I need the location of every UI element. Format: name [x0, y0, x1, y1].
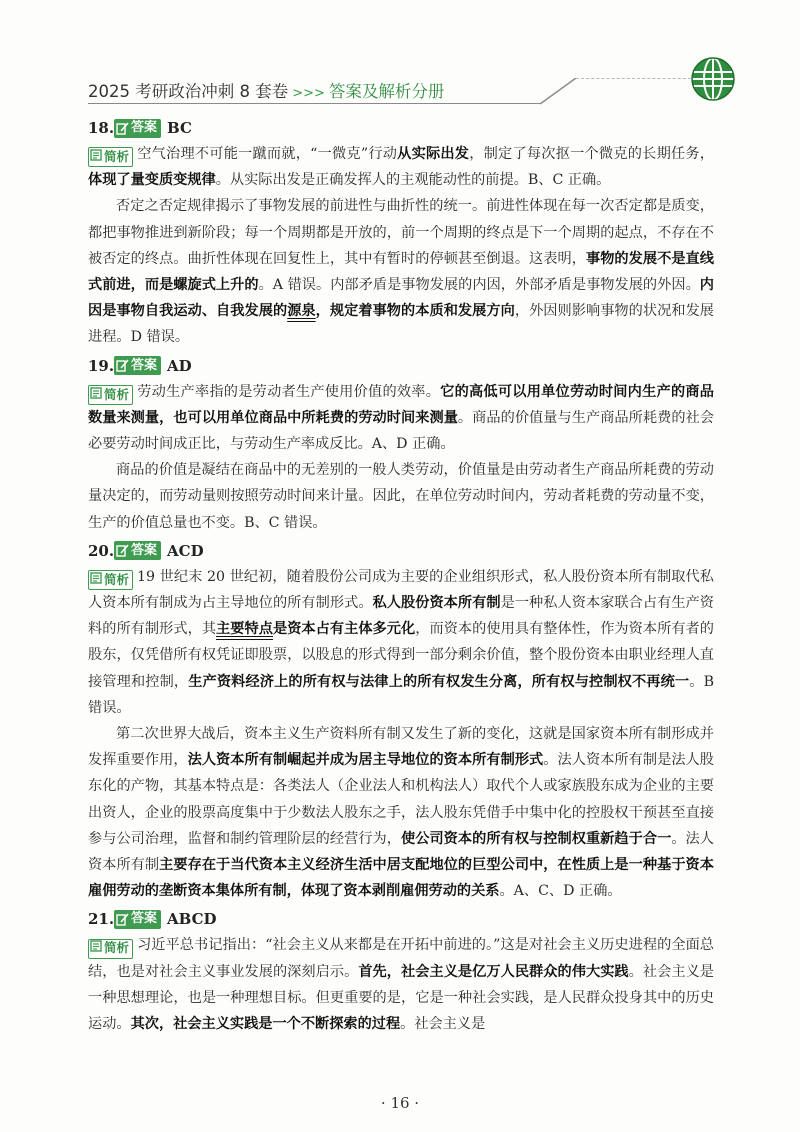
analysis-paragraph — [88, 379, 714, 458]
question-header — [88, 906, 714, 932]
analysis-paragraph — [88, 932, 714, 1037]
pen-icon — [116, 913, 129, 926]
question-header — [88, 538, 714, 564]
page-header — [88, 74, 718, 106]
analysis-tag — [88, 385, 133, 405]
bold-text: 内因是事物自我运动、自我发展的 — [88, 277, 714, 320]
text-run: 。A 错误。内部矛盾是事物发展的内因，外部矛盾是事物发展的外因。 — [258, 277, 700, 294]
text-run: 。法人资本所有制是法人股东化的产物，其基本特点是：各类法人（企业法人和机构法人）取代个人或家族股东成为企业的主要出资人，企业的股票高度集中于少数法人股东之手，法人股东凭借手中集中化的控股权干预甚至直接参与公司治理，监督和制约管理阶层的经营行为， — [88, 752, 714, 847]
bold-text: 它的高低可以用单位劳动时间内生产的商品数量来测量，也可以用单位商品中所耗费的劳动时间来测量 — [88, 383, 714, 426]
bold-text: 法人资本所有制崛起并成为居主导地位的资本所有制形式 — [187, 752, 544, 769]
header-rule — [88, 103, 540, 104]
answer-tag-label: 答案 — [131, 542, 158, 558]
text-run: ，而资本的使用具有整体性，作为资本所有者的股东，仅凭借所有权凭证即股票，以股息的形式得到一部分剩余价值，整个股份资本由职业经理人直接管理和控制， — [88, 621, 714, 690]
text-run: 是一种私人资本家联合占有生产资料的所有制形式，其 — [88, 595, 714, 638]
question-number: 19. — [88, 356, 115, 375]
header-dashed-rule — [576, 78, 696, 79]
answer-tag-label: 答案 — [131, 119, 158, 135]
analysis-tag-label: 简析 — [104, 386, 130, 402]
answer-tag — [114, 356, 161, 375]
question-number: 20. — [88, 541, 115, 560]
pen-icon — [116, 122, 129, 135]
text-run: 空气治理不可能一蹴而就，“一微克”行动 — [137, 146, 398, 162]
bold-text: 体现了量变质变规律 — [88, 172, 216, 189]
text-run: 19 世纪末 20 世纪初，随着股份公司成为主要的企业组织形式，私人股份资本所有制取代私人资本所有制成为占主导地位的所有制形式。 — [88, 568, 714, 612]
answer-value: ABCD — [167, 910, 217, 929]
header-title — [88, 78, 444, 102]
bold-text: 其次，社会主义实践是一个不断探索的过程 — [130, 1016, 401, 1033]
question-number: 21. — [88, 910, 115, 929]
bold-text: 主要存在于当代资本主义经济生活中居支配地位的巨型公司中，在性质上是一种基于资本雇佣劳动的垄断资本集体所有制，体现了资本剥削雇佣劳动的关系 — [88, 857, 714, 900]
answer-value: ACD — [167, 541, 204, 560]
text-run: 。从实际出发是正确发挥人的主观能动性的前提。B、C 正确。 — [215, 172, 611, 189]
text-run: 商品的价值是凝结在商品中的无差别的一般人类劳动，价值量是由劳动者生产商品所耗费的劳动量决定的，而劳动量则按照劳动时间来计量。因此，在单位劳动时间内，劳动者耗费的劳动量不变，生产的价值总量也不变。B、C 错误。 — [88, 462, 714, 531]
analysis-paragraph — [88, 564, 714, 721]
answer-tag — [114, 119, 161, 138]
bold-text: 私人股份资本所有制 — [372, 595, 501, 612]
explanation-paragraph — [88, 457, 714, 536]
analysis-tag-label: 简析 — [104, 149, 130, 164]
analysis-tag-label: 简析 — [104, 940, 130, 956]
text-run: 。B 错误。 — [88, 673, 714, 716]
bold-text: 生产资料经济上的所有权与法律上的所有权发生分离，所有权与控制权不再统一 — [188, 673, 690, 690]
page-number: · 16 · — [380, 1094, 420, 1112]
analysis-icon — [90, 940, 102, 952]
text-run: ，外因则影响事物的状况和发展进程。D 错误。 — [88, 303, 714, 346]
header-slash-decoration — [540, 78, 580, 106]
text-run: 。法人资本所有制 — [88, 830, 714, 874]
text-run: ，制定了每次抠一个微克的长期任务， — [469, 146, 714, 162]
analysis-tag — [88, 570, 133, 590]
text-run: 劳动生产率指的是劳动者生产使用价值的效率。 — [137, 383, 441, 400]
answer-content — [88, 113, 714, 1037]
analysis-icon — [90, 387, 102, 399]
question-number: 18. — [88, 118, 115, 137]
question-header — [88, 353, 714, 379]
answer-tag — [114, 910, 161, 929]
analysis-paragraph — [88, 141, 714, 193]
analysis-tag — [88, 939, 133, 959]
answer-tag — [114, 541, 161, 560]
answer-value: BC — [167, 118, 192, 137]
analysis-icon — [90, 149, 102, 161]
answer-tag-label: 答案 — [131, 911, 158, 927]
bold-text: 从实际出发 — [397, 146, 470, 162]
text-run: 。商品的价值量与生产商品所耗费的社会必要劳动时间成正比，与劳动生产率成反比。A、D 正确。 — [88, 409, 714, 453]
analysis-tag — [88, 147, 133, 167]
bold-text: 首先，社会主义是亿万人民群众的伟大实践 — [358, 963, 629, 980]
bold-text: 是资本占有主体多元化 — [272, 621, 416, 638]
text-run: 。A、C、D 正确。 — [499, 883, 622, 900]
explanation-paragraph — [88, 721, 714, 904]
book-title: 2025 考研政治冲刺 8 套卷 — [88, 82, 289, 101]
analysis-icon — [90, 572, 102, 584]
explanation-paragraph — [88, 193, 714, 350]
bold-text: 事物的发展不是直线式前进，而是螺旋式上升的 — [88, 250, 714, 294]
pen-icon — [116, 544, 129, 557]
text-run: 第二次世界大战后，资本主义生产资料所有制又发生了新的变化，这就是国家资本所有制形成并发挥重要作用， — [88, 726, 714, 769]
bold-text: 使公司资本的所有权与控制权重新趋于合一 — [401, 830, 672, 847]
analysis-tag-label: 简析 — [104, 571, 130, 587]
header-separator: >>> — [292, 86, 325, 101]
answer-value: AD — [167, 356, 192, 375]
question-header — [88, 115, 714, 141]
bold-text: 主要特点 — [216, 621, 273, 638]
bold-text: 源泉 — [287, 303, 316, 320]
header-subtitle: 答案及解析分册 — [328, 82, 445, 101]
text-run: 。社会主义是一种思想理论，也是一种理想目标。但更重要的是，它是一种社会实践，是人民群众投身其中的历史运动。 — [88, 963, 714, 1033]
bold-text: ，规定着事物的本质和发展方向 — [315, 303, 515, 320]
text-run: 否定之否定规律揭示了事物发展的前进性与曲折性的统一。前进性体现在每一次否定都是质变，都把事物推进到新阶段；每一个周期都是开放的，前一个周期的终点是下一个周期的起点，不存在不被否定的终点。曲折性体现在回复性上，其中有暂时的停顿甚至倒退。这表明， — [88, 198, 714, 267]
globe-logo-icon — [690, 56, 736, 102]
pen-icon — [116, 359, 129, 372]
answer-tag-label: 答案 — [131, 357, 158, 373]
text-run: 。社会主义是 — [400, 1016, 486, 1033]
text-run: 习近平总书记指出：“社会主义从来都是在开拓中前进的。”这是对社会主义历史进程的全面总结，也是对社会主义事业发展的深刻启示。 — [88, 937, 714, 980]
